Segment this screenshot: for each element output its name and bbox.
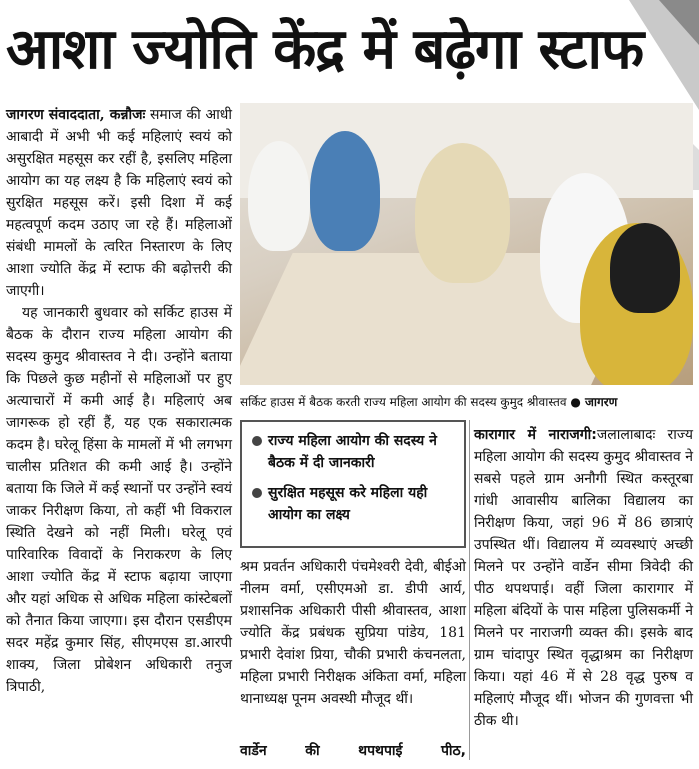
jail-paragraph [474, 424, 693, 732]
article-column-2 [240, 556, 466, 710]
jail-text: जलालाबादः राज्य महिला आयोग की सदस्य कुमुद श्रीवास्तव ने सबसे पहले ग्राम अनौगी स्थित कस्तूरबा गांधी आवासीय बालिका विद्यालय का निरीक्षण किया, जहां 96 में 86 छात्राएं उपस्थित थीं। विद्यालय में व्यवस्थाएं अच्छी मिलने पर उन्होंने वार्डेन सीमा त्रिवेदी की पीठ थपथपाई। वहीं जिला कारागार में महिला बंदियों के पास महिला पुलिसकर्मी ने मिलने पर नाराजगी व्यक्त की। इसके बाद ग्राम चांदापुर स्थित वृद्धाश्रम का निरीक्षण किया। यहां 46 में से 28 वृद्ध पुरुष व महिलाएं मौजूद थीं। भोजन की गुणवत्ता भी ठीक थी। [474, 427, 694, 729]
highlight-item [250, 430, 458, 474]
photo-person [415, 143, 510, 283]
photo-person-hair [610, 223, 680, 313]
article-column-3 [474, 424, 693, 732]
headline: आशा ज्योति केंद्र में बढ़ेगा स्टाफ [6, 17, 644, 82]
subheading-warden: वार्डेन की थपथपाई पीठ, [240, 743, 466, 759]
photo-person [310, 131, 380, 251]
paragraph-intro [6, 104, 232, 302]
photo-caption [240, 394, 693, 410]
caption-text: सर्किट हाउस में बैठक करती राज्य महिला आयोग की सदस्य कुमुद श्रीवास्तव [240, 395, 567, 409]
highlight-text: सुरक्षित महसूस करे महिला यही आयोग का लक्ष्य [268, 485, 428, 523]
article-column-1 [6, 104, 232, 698]
meeting-photo [240, 103, 693, 385]
intro-text: समाज की आधी आबादी में अभी भी कई महिलाएं स्वयं को असुरक्षित महसूस कर रहीं है, इसलिए महिला आयोग का यह लक्ष्य है कि महिलाएं स्वयं को सुरक्षित महसूस करें। इसी दिशा में कई महत्वपूर्ण कदम उठाए जा रहे हैं। महिलाओं संबंधी मामलों के त्वरित निस्तारण के लिए आशा ज्योति केंद्र में स्टाफ की बढ़ोत्तरी की जाएगी। [6, 107, 232, 299]
column-divider [469, 420, 470, 760]
highlight-item [250, 482, 458, 526]
bullet-icon [252, 488, 262, 498]
photo-person [248, 141, 310, 251]
highlights-box [240, 420, 466, 548]
dateline: जागरण संवाददाता, कन्नौजः [6, 107, 146, 123]
bullet-icon [252, 436, 262, 446]
highlight-text: राज्य महिला आयोग की सदस्य ने बैठक में दी जानकारी [268, 433, 437, 471]
attendees-paragraph: श्रम प्रवर्तन अधिकारी पंचमेश्वरी देवी, बीईओ नीलम वर्मा, एसीएमओ डा. डीपी आर्य, प्रशासनिक अधिकारी पीसी श्रीवास्तव, आशा ज्योति केंद्र प्रबंधक सुप्रिया पांडेय, 181 प्रभारी देवांश प्रिया, चौकी प्रभारी कंचनलता, महिला प्रभारी निरीक्षक अंकिता वर्मा, महिला थानाध्यक्ष पूनम अवस्थी मौजूद थीं। [240, 559, 466, 707]
subheading-jail: कारागार में नाराजगी: [474, 427, 597, 443]
paragraph-body: यह जानकारी बुधवार को सर्किट हाउस में बैठक के दौरान राज्य महिला आयोग की सदस्य कुमुद श्रीवास्तव ने दी। उन्होंने बताया कि पिछले कुछ महीनों से महिलाओं पर हुए अत्याचारों में कमी आई है। महिलाएं अब जागरूक हो रहीं हैं, यह एक सकारात्मक कदम है। घरेलू हिंसा के मामलों में भी लगभग चालीस प्रतिशत की कमी आई है। उन्होंने बताया कि जिले में कई स्थानों पर उन्होंने स्वयं जाकर निरीक्षण किया, तो कहीं भी विकराल स्थिति देखने को नहीं मिली। घरेलू एवं पारिवारिक विवादों के निराकरण के लिए आशा ज्योति केंद्र में स्टाफ बढ़ाया जाएगा और यहां अधिक से अधिक महिला कांस्टेबलों को तैनात किया जाएगा। इस दौरान एसडीएम सदर महेंद्र कुमार सिंह, सीएमएस डा.आरपी शाक्य, जिला प्रोबेशन अधिकारी तनुज त्रिपाठी, [6, 305, 232, 695]
caption-credit: ● जागरण [570, 395, 618, 409]
